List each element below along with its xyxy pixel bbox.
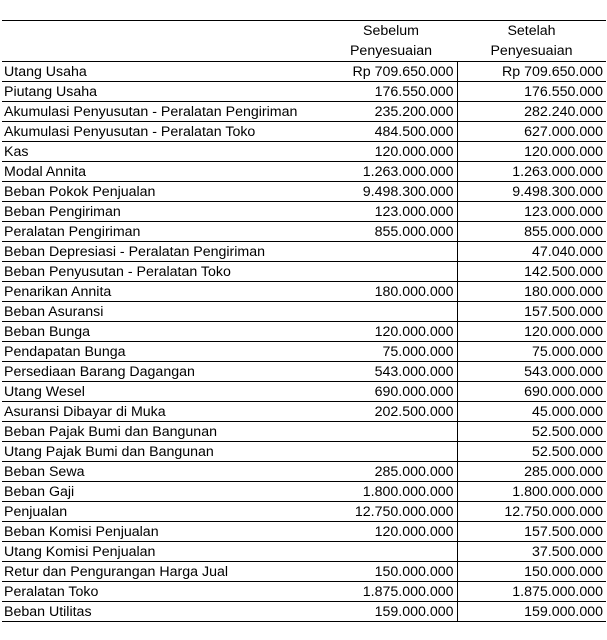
account-name-cell: Utang Pajak Bumi dan Bangunan <box>2 442 325 462</box>
before-adjustment-cell <box>325 302 457 322</box>
account-name-cell: Beban Komisi Penjualan <box>2 522 325 542</box>
after-adjustment-cell: 12.750.000.000 <box>457 502 606 522</box>
after-adjustment-cell: 282.240.000 <box>457 102 606 122</box>
before-adjustment-cell: 75.000.000 <box>325 342 457 362</box>
account-name-cell: Beban Pajak Bumi dan Bangunan <box>2 422 325 442</box>
table-body <box>2 62 606 622</box>
after-adjustment-cell: 37.500.000 <box>457 542 606 562</box>
account-name-cell: Peralatan Toko <box>2 582 325 602</box>
after-adjustment-cell: 157.500.000 <box>457 522 606 542</box>
after-adjustment-cell: 9.498.300.000 <box>457 182 606 202</box>
after-adjustment-cell: 52.500.000 <box>457 442 606 462</box>
after-adjustment-cell: 176.550.000 <box>457 82 606 102</box>
before-adjustment-cell: 120.000.000 <box>325 522 457 542</box>
after-adjustment-cell: 142.500.000 <box>457 262 606 282</box>
account-name-cell: Beban Penyusutan - Peralatan Toko <box>2 262 325 282</box>
table-row <box>2 282 606 302</box>
before-adjustment-cell: 855.000.000 <box>325 222 457 242</box>
account-name-cell: Asuransi Dibayar di Muka <box>2 402 325 422</box>
table-row <box>2 522 606 542</box>
after-adjustment-cell: 45.000.000 <box>457 402 606 422</box>
account-name-cell: Beban Pengiriman <box>2 202 325 222</box>
before-adjustment-cell: 176.550.000 <box>325 82 457 102</box>
table-row <box>2 582 606 602</box>
account-name-cell: Akumulasi Penyusutan - Peralatan Toko <box>2 122 325 142</box>
before-adjustment-cell: 285.000.000 <box>325 462 457 482</box>
after-adjustment-cell: 1.800.000.000 <box>457 482 606 502</box>
account-name-cell: Kas <box>2 142 325 162</box>
header-before-line1: Sebelum <box>325 21 457 42</box>
account-name-cell: Modal Annita <box>2 162 325 182</box>
account-name-cell: Piutang Usaha <box>2 82 325 102</box>
after-adjustment-cell: 627.000.000 <box>457 122 606 142</box>
before-adjustment-cell: 690.000.000 <box>325 382 457 402</box>
header-row-1 <box>2 21 606 42</box>
header-after-line1: Setelah <box>457 21 606 42</box>
after-adjustment-cell: 543.000.000 <box>457 362 606 382</box>
before-adjustment-cell: 484.500.000 <box>325 122 457 142</box>
account-name-cell: Beban Asuransi <box>2 302 325 322</box>
header-after-line2: Penyesuaian <box>457 41 606 62</box>
table-row <box>2 242 606 262</box>
before-adjustment-cell: 1.800.000.000 <box>325 482 457 502</box>
after-adjustment-cell: 47.040.000 <box>457 242 606 262</box>
table-row <box>2 322 606 342</box>
table-row <box>2 102 606 122</box>
table-row <box>2 302 606 322</box>
account-name-cell: Persediaan Barang Dagangan <box>2 362 325 382</box>
table-row <box>2 602 606 622</box>
after-adjustment-cell: 123.000.000 <box>457 202 606 222</box>
table-row <box>2 402 606 422</box>
table-row <box>2 122 606 142</box>
account-name-cell: Penarikan Annita <box>2 282 325 302</box>
table-row <box>2 182 606 202</box>
header-before-line2: Penyesuaian <box>325 41 457 62</box>
account-name-cell: Beban Depresiasi - Peralatan Pengiriman <box>2 242 325 262</box>
table-row <box>2 442 606 462</box>
after-adjustment-cell: 157.500.000 <box>457 302 606 322</box>
after-adjustment-cell: 120.000.000 <box>457 142 606 162</box>
after-adjustment-cell: 150.000.000 <box>457 562 606 582</box>
account-name-cell: Beban Sewa <box>2 462 325 482</box>
account-name-cell: Utang Usaha <box>2 62 325 82</box>
account-name-cell: Peralatan Pengiriman <box>2 222 325 242</box>
before-adjustment-cell <box>325 242 457 262</box>
after-adjustment-cell: Rp 709.650.000 <box>457 62 606 82</box>
before-adjustment-cell: 235.200.000 <box>325 102 457 122</box>
table-row <box>2 482 606 502</box>
table-row <box>2 562 606 582</box>
table-row <box>2 222 606 242</box>
after-adjustment-cell: 285.000.000 <box>457 462 606 482</box>
account-name-cell: Utang Komisi Penjualan <box>2 542 325 562</box>
before-adjustment-cell: 12.750.000.000 <box>325 502 457 522</box>
after-adjustment-cell: 690.000.000 <box>457 382 606 402</box>
table-row <box>2 502 606 522</box>
trial-balance-table <box>2 20 606 622</box>
table-row <box>2 342 606 362</box>
before-adjustment-cell: 180.000.000 <box>325 282 457 302</box>
before-adjustment-cell: 123.000.000 <box>325 202 457 222</box>
before-adjustment-cell: 543.000.000 <box>325 362 457 382</box>
table-row <box>2 362 606 382</box>
account-name-cell: Pendapatan Bunga <box>2 342 325 362</box>
table-row <box>2 142 606 162</box>
before-adjustment-cell: 1.875.000.000 <box>325 582 457 602</box>
before-adjustment-cell: 159.000.000 <box>325 602 457 622</box>
account-name-cell: Retur dan Pengurangan Harga Jual <box>2 562 325 582</box>
before-adjustment-cell: Rp 709.650.000 <box>325 62 457 82</box>
before-adjustment-cell: 120.000.000 <box>325 142 457 162</box>
after-adjustment-cell: 180.000.000 <box>457 282 606 302</box>
before-adjustment-cell <box>325 442 457 462</box>
table-row <box>2 202 606 222</box>
before-adjustment-cell: 120.000.000 <box>325 322 457 342</box>
before-adjustment-cell <box>325 542 457 562</box>
before-adjustment-cell: 150.000.000 <box>325 562 457 582</box>
before-adjustment-cell: 9.498.300.000 <box>325 182 457 202</box>
after-adjustment-cell: 120.000.000 <box>457 322 606 342</box>
table-row <box>2 462 606 482</box>
table-row <box>2 542 606 562</box>
account-name-cell: Akumulasi Penyusutan - Peralatan Pengiriman <box>2 102 325 122</box>
before-adjustment-cell <box>325 422 457 442</box>
after-adjustment-cell: 855.000.000 <box>457 222 606 242</box>
after-adjustment-cell: 1.875.000.000 <box>457 582 606 602</box>
account-name-cell: Beban Utilitas <box>2 602 325 622</box>
table-row <box>2 262 606 282</box>
table-row <box>2 62 606 82</box>
before-adjustment-cell: 1.263.000.000 <box>325 162 457 182</box>
table-row <box>2 382 606 402</box>
account-name-cell: Utang Wesel <box>2 382 325 402</box>
table-row <box>2 422 606 442</box>
before-adjustment-cell <box>325 262 457 282</box>
account-name-cell: Beban Pokok Penjualan <box>2 182 325 202</box>
after-adjustment-cell: 1.263.000.000 <box>457 162 606 182</box>
account-name-cell: Penjualan <box>2 502 325 522</box>
account-name-cell: Beban Gaji <box>2 482 325 502</box>
table-row <box>2 82 606 102</box>
after-adjustment-cell: 52.500.000 <box>457 422 606 442</box>
after-adjustment-cell: 75.000.000 <box>457 342 606 362</box>
table-header <box>2 21 606 62</box>
before-adjustment-cell: 202.500.000 <box>325 402 457 422</box>
header-account <box>2 21 325 42</box>
header-row-2 <box>2 41 606 62</box>
header-account-line2 <box>2 41 325 62</box>
after-adjustment-cell: 159.000.000 <box>457 602 606 622</box>
account-name-cell: Beban Bunga <box>2 322 325 342</box>
table-row <box>2 162 606 182</box>
